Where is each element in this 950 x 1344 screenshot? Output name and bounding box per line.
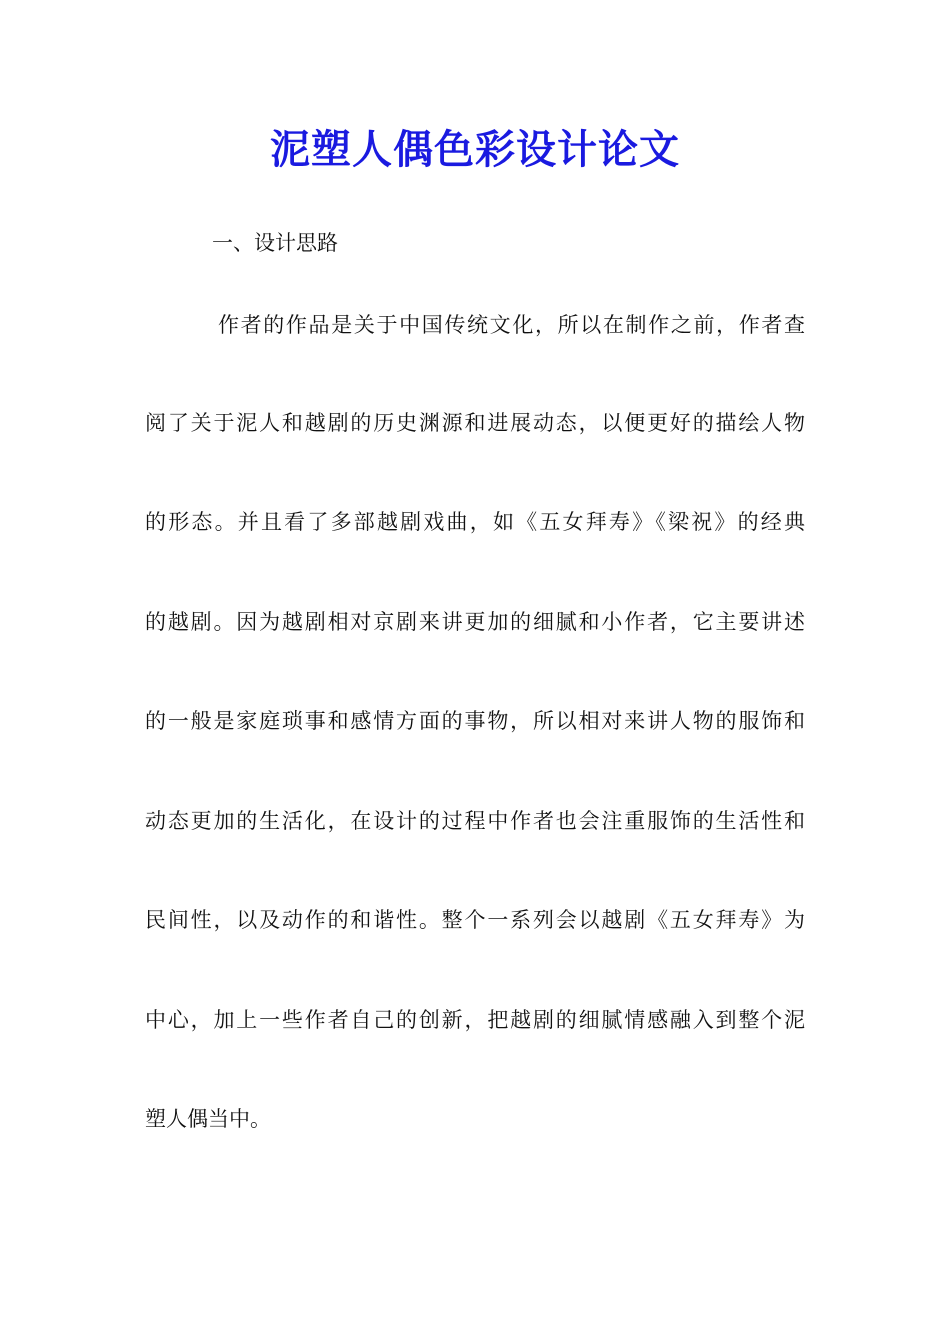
paragraph-line: 阅了关于泥人和越剧的历史渊源和进展动态，以便更好的描绘人物 <box>145 411 805 435</box>
document-title: 泥塑人偶色彩设计论文 <box>270 126 680 173</box>
paragraph-line: 的形态。并且看了多部越剧戏曲，如《五女拜寿》《梁祝》的经典 <box>145 510 805 534</box>
section-heading: 一、设计思路 <box>212 231 338 255</box>
paragraph-line: 动态更加的生活化，在设计的过程中作者也会注重服饰的生活性和 <box>145 809 805 833</box>
paragraph-line: 中心，加上一些作者自己的创新，把越剧的细腻情感融入到整个泥 <box>145 1008 805 1032</box>
paragraph-line: 的一般是家庭琐事和感情方面的事物，所以相对来讲人物的服饰和 <box>145 709 805 733</box>
paragraph-line: 作者的作品是关于中国传统文化，所以在制作之前，作者查 <box>218 313 805 337</box>
paragraph-line: 民间性，以及动作的和谐性。整个一系列会以越剧《五女拜寿》为 <box>145 908 805 932</box>
paragraph-line: 塑人偶当中。 <box>145 1107 271 1131</box>
paragraph-line: 的越剧。因为越剧相对京剧来讲更加的细腻和小作者，它主要讲述 <box>145 610 805 634</box>
